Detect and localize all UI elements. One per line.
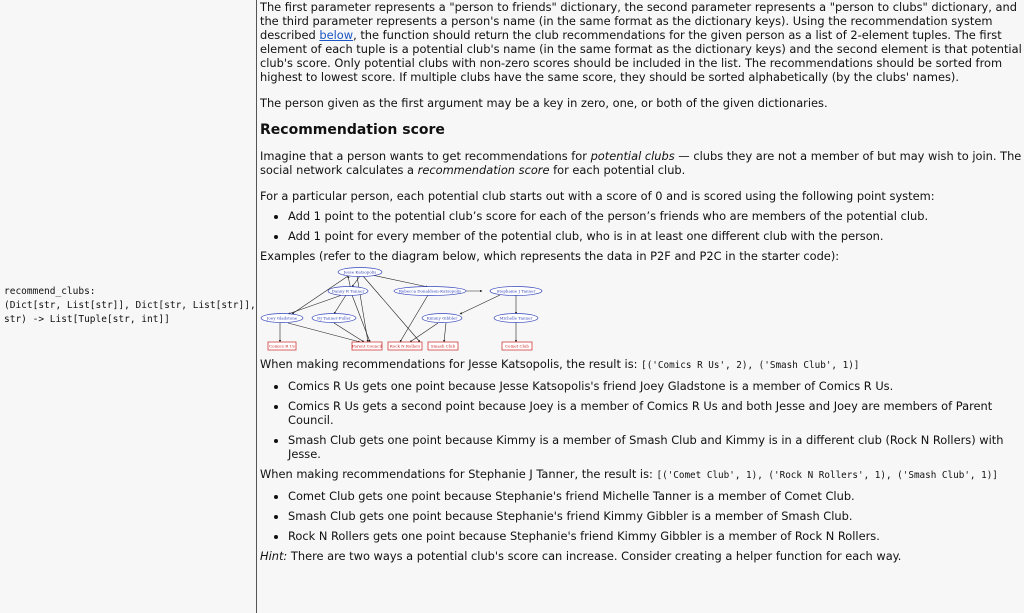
person-label: Danny R Tanner xyxy=(331,288,365,294)
person-label: Jesse Katsopolis xyxy=(343,269,377,275)
example1-bullets xyxy=(260,379,1022,461)
network-diagram xyxy=(260,267,550,357)
function-signature xyxy=(4,285,256,327)
hint-paragraph: Hint: There are two ways a potential club's score can increase. Consider creating a helper function for each way. xyxy=(260,549,902,563)
person-note: The person given as the first argument may be a key in zero, one, or both of the given dictionaries. xyxy=(260,96,828,110)
club-label: Comet Club xyxy=(505,343,529,349)
example2-bullet: • Comet Club gets one point because Stephanie's friend Michelle Tanner is a member of Comet Club. xyxy=(288,489,1022,503)
description-paragraph: The first parameter represents a "person to friends" dictionary, the second parameter represents a "person to clubs" dictionary, and the third parameter represents a person's name (in the same format as the dictionary keys). Using the recommendation system described below, the function should return the club recommendations for the given person as a list of 2-element tuples. The first element of each tuple is a potential club's name (in the same format as the dictionary keys) and the second element is that potential club's score. Only potential clubs with non-zero scores should be included in the list. The recommendations should be sorted from highest to lowest score. If multiple clubs have the same score, they should be sorted alphabetically (by the clubs' names). xyxy=(260,0,1022,84)
example1-bullet: • Comics R Us gets a second point because Joey is a member of Comics R Us and both Jesse and Joey are members of Parent Council. xyxy=(288,399,1022,427)
person-label: Rebecca Donaldson-Katsopolis xyxy=(398,288,462,294)
example2-bullet: • Smash Club gets one point because Stephanie's friend Kimmy Gibbler is a member of Smash Club. xyxy=(288,509,1022,523)
rule-item: • Add 1 point for every member of the potential club, who is in at least one different club with the person. xyxy=(288,229,1022,243)
signature-line-1: recommend_clubs: xyxy=(4,286,96,297)
example1-lead: When making recommendations for Jesse Katsopolis, the result is: [('Comics R Us', 2), ('Smash Club', 1)] xyxy=(260,357,860,371)
club-label: Rock N Rollers xyxy=(389,343,421,349)
club-label: Smash Club xyxy=(430,343,456,349)
examples-intro: Examples (refer to the diagram below, which represents the data in P2F and P2C in the starter code): xyxy=(260,249,840,263)
example1-result: [('Comics R Us', 2), ('Smash Club', 1)] xyxy=(641,360,860,371)
rule-item: • Add 1 point to the potential club’s score for each of the person’s friends who are members of the potential club. xyxy=(288,209,1022,223)
signature-line-3: str) -> List[Tuple[str, int]] xyxy=(4,314,170,325)
example1-bullet: • Smash Club gets one point because Kimmy is a member of Smash Club and Kimmy is in a different club (Rock N Rollers) with Jesse. xyxy=(288,433,1022,461)
signature-line-2: (Dict[str, List[str]], Dict[str, List[str]], xyxy=(4,300,256,311)
point-system-intro: For a particular person, each potential club starts out with a score of 0 and is scored using the following point system: xyxy=(260,189,935,203)
club-label: Parent Council xyxy=(351,343,383,349)
rules-list xyxy=(260,209,1022,243)
example2-bullet: • Rock N Rollers gets one point because Stephanie's friend Kimmy Gibbler is a member of Rock N Rollers. xyxy=(288,529,1022,543)
person-label: Joey Gladstone xyxy=(266,315,298,321)
below-link[interactable]: below xyxy=(319,28,354,42)
example1-bullet: • Comics R Us gets one point because Jesse Katsopolis's friend Joey Gladstone is a member of Comics R Us. xyxy=(288,379,1022,393)
person-label: Stephanie J Tanner xyxy=(496,288,536,294)
intro-paragraph: Imagine that a person wants to get recommendations for potential clubs — clubs they are not a member of but may wish to join. The social network calculates a recommendation score for each potential club. xyxy=(260,149,1022,177)
person-label: Kimmy Gibbler xyxy=(426,315,458,321)
signature-panel xyxy=(0,0,257,613)
person-label: Michelle Tanner xyxy=(499,315,533,321)
example2-lead: When making recommendations for Stephanie J Tanner, the result is: [('Comet Club', 1), ('Rock N Rollers', 1), ('Smash Club', 1)] xyxy=(260,467,998,481)
example2-bullets xyxy=(260,489,1022,543)
person-label: DJ Tanner-Fuller xyxy=(317,315,351,321)
description-panel xyxy=(260,0,1022,563)
section-title: Recommendation score xyxy=(260,122,445,138)
club-label: Comics R Us xyxy=(269,343,295,349)
example2-result: [('Comet Club', 1), ('Rock N Rollers', 1), ('Smash Club', 1)] xyxy=(656,470,998,481)
